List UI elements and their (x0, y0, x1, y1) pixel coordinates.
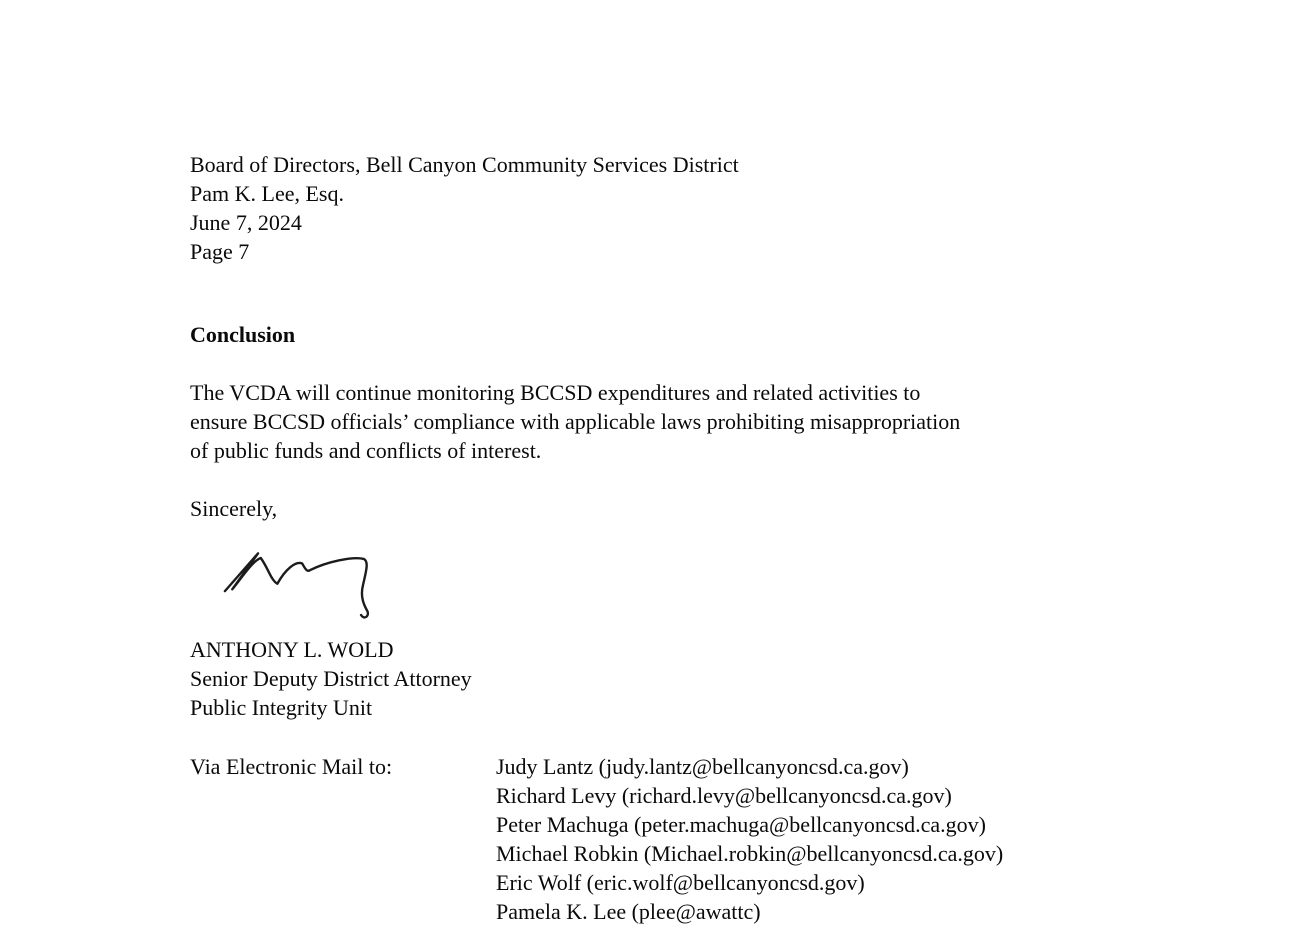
distribution-section (190, 752, 1192, 926)
recipient: Michael Robkin (Michael.robkin@bellcanyoncsd.ca.gov) (496, 841, 1004, 866)
handwritten-signature-icon (206, 535, 391, 627)
signature-block (190, 635, 1192, 722)
header-line-date: June 7, 2024 (190, 210, 302, 235)
body-paragraph-line: of public funds and conflicts of interest. (190, 438, 542, 463)
recipient: Peter Machuga (peter.machuga@bellcanyoncsd.ca.gov) (496, 812, 987, 837)
header-line-page-number: Page 7 (190, 239, 250, 264)
signatory-name: ANTHONY L. WOLD (190, 637, 394, 662)
header-line-addressee: Board of Directors, Bell Canyon Community Services District (190, 152, 739, 177)
signature-image (206, 535, 1192, 627)
header-line-attorney: Pam K. Lee, Esq. (190, 181, 344, 206)
closing-salutation: Sincerely, (190, 496, 278, 521)
body-paragraph-line: The VCDA will continue monitoring BCCSD expenditures and related activities to (190, 380, 921, 405)
distribution-label: Via Electronic Mail to: (190, 754, 393, 779)
signatory-title: Senior Deputy District Attorney (190, 666, 472, 691)
recipient: Judy Lantz (judy.lantz@bellcanyoncsd.ca.gov) (496, 754, 909, 779)
body-paragraph (190, 378, 1192, 465)
recipient: Eric Wolf (eric.wolf@bellcanyoncsd.gov) (496, 870, 865, 895)
signatory-unit: Public Integrity Unit (190, 695, 373, 720)
letter-header (190, 150, 1192, 266)
section-heading: Conclusion (190, 322, 296, 347)
body-paragraph-line: ensure BCCSD officials’ compliance with applicable laws prohibiting misappropriation (190, 409, 961, 434)
recipient: Richard Levy (richard.levy@bellcanyoncsd.ca.gov) (496, 783, 952, 808)
recipient-list (496, 752, 1003, 926)
recipient: Pamela K. Lee (plee@awattc) (496, 899, 761, 924)
